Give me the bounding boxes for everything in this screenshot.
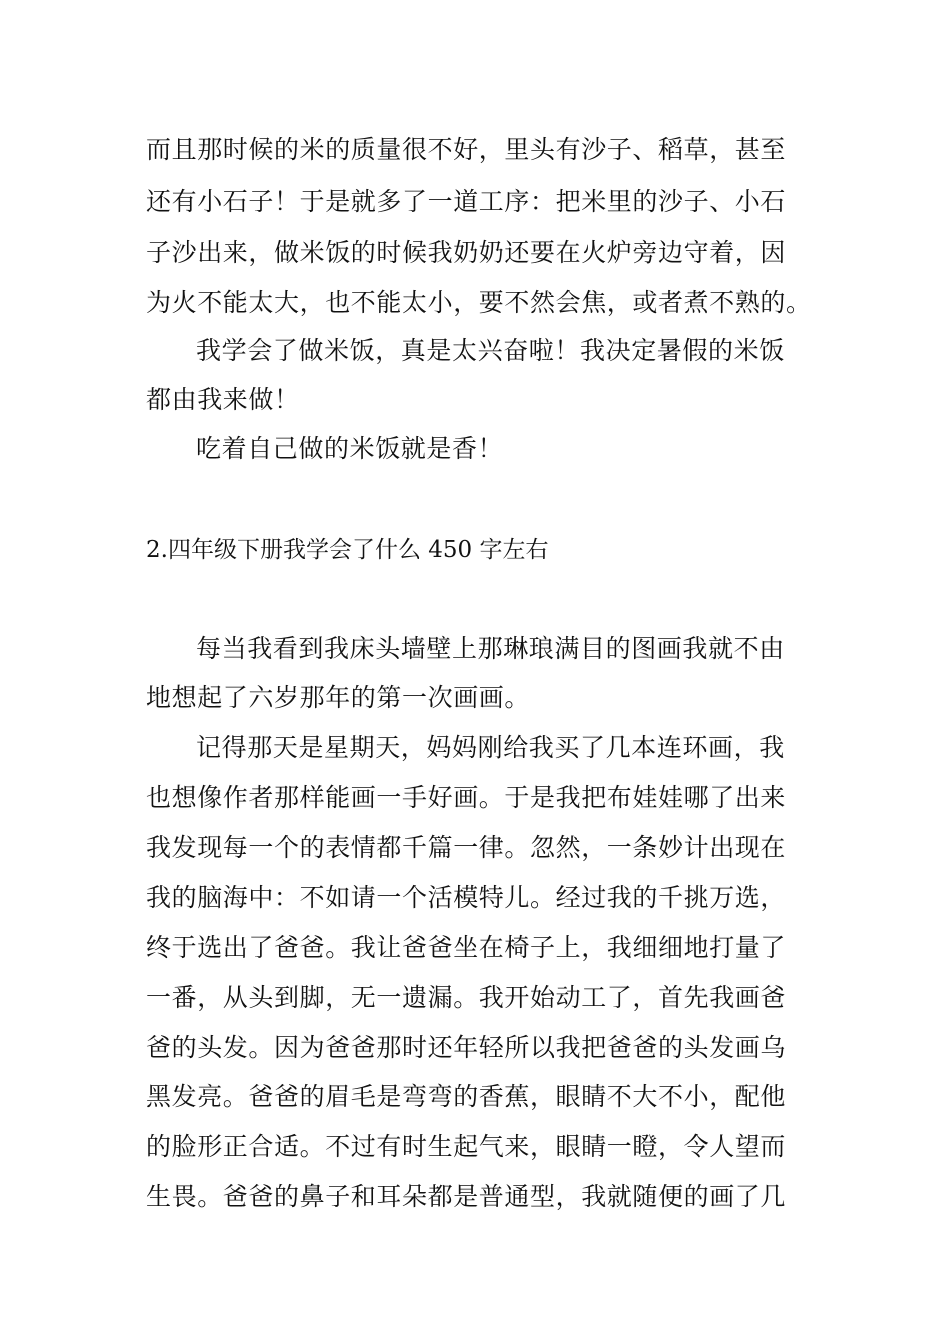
section-heading: 2.四年级下册我学会了什么 450 字左右 <box>146 537 549 563</box>
paragraph-line: 爸的头发。因为爸爸那时还年轻所以我把爸爸的头发画乌 <box>146 1033 787 1062</box>
paragraph-line: 我的脑海中：不如请一个活模特儿。经过我的千挑万选， <box>146 883 787 912</box>
paragraph-line: 终于选出了爸爸。我让爸爸坐在椅子上，我细细地打量了 <box>146 933 787 962</box>
paragraph-line: 也想像作者那样能画一手好画。于是我把布娃娃哪了出来 <box>146 783 787 812</box>
paragraph-line: 一番，从头到脚，无一遗漏。我开始动工了，首先我画爸 <box>146 983 787 1012</box>
paragraph-line: 都由我来做！ <box>146 385 300 414</box>
paragraph-line: 黑发亮。爸爸的眉毛是弯弯的香蕉，眼睛不大不小，配他 <box>146 1082 787 1111</box>
paragraph-line: 记得那天是星期天，妈妈刚给我买了几本连环画，我 <box>196 733 785 762</box>
paragraph-line: 子沙出来，做米饭的时候我奶奶还要在火炉旁边守着，因 <box>146 238 787 267</box>
paragraph-line: 为火不能太大，也不能太小，要不然会焦，或者煮不熟的。 <box>146 288 812 317</box>
paragraph-line: 生畏。爸爸的鼻子和耳朵都是普通型，我就随便的画了几 <box>146 1182 787 1211</box>
paragraph-line: 我学会了做米饭，真是太兴奋啦！我决定暑假的米饭 <box>196 336 785 365</box>
paragraph-line: 还有小石子！于是就多了一道工序：把米里的沙子、小石 <box>146 187 787 216</box>
paragraph-line: 地想起了六岁那年的第一次画画。 <box>146 683 531 712</box>
paragraph-line: 每当我看到我床头墙壁上那琳琅满目的图画我就不由 <box>196 634 785 663</box>
paragraph-line: 的脸形正合适。不过有时生起气来，眼睛一瞪，令人望而 <box>146 1132 787 1161</box>
paragraph-line: 而且那时候的米的质量很不好，里头有沙子、稻草，甚至 <box>146 135 787 164</box>
paragraph-line: 吃着自己做的米饭就是香！ <box>196 434 504 463</box>
paragraph-line: 我发现每一个的表情都千篇一律。忽然，一条妙计出现在 <box>146 833 787 862</box>
